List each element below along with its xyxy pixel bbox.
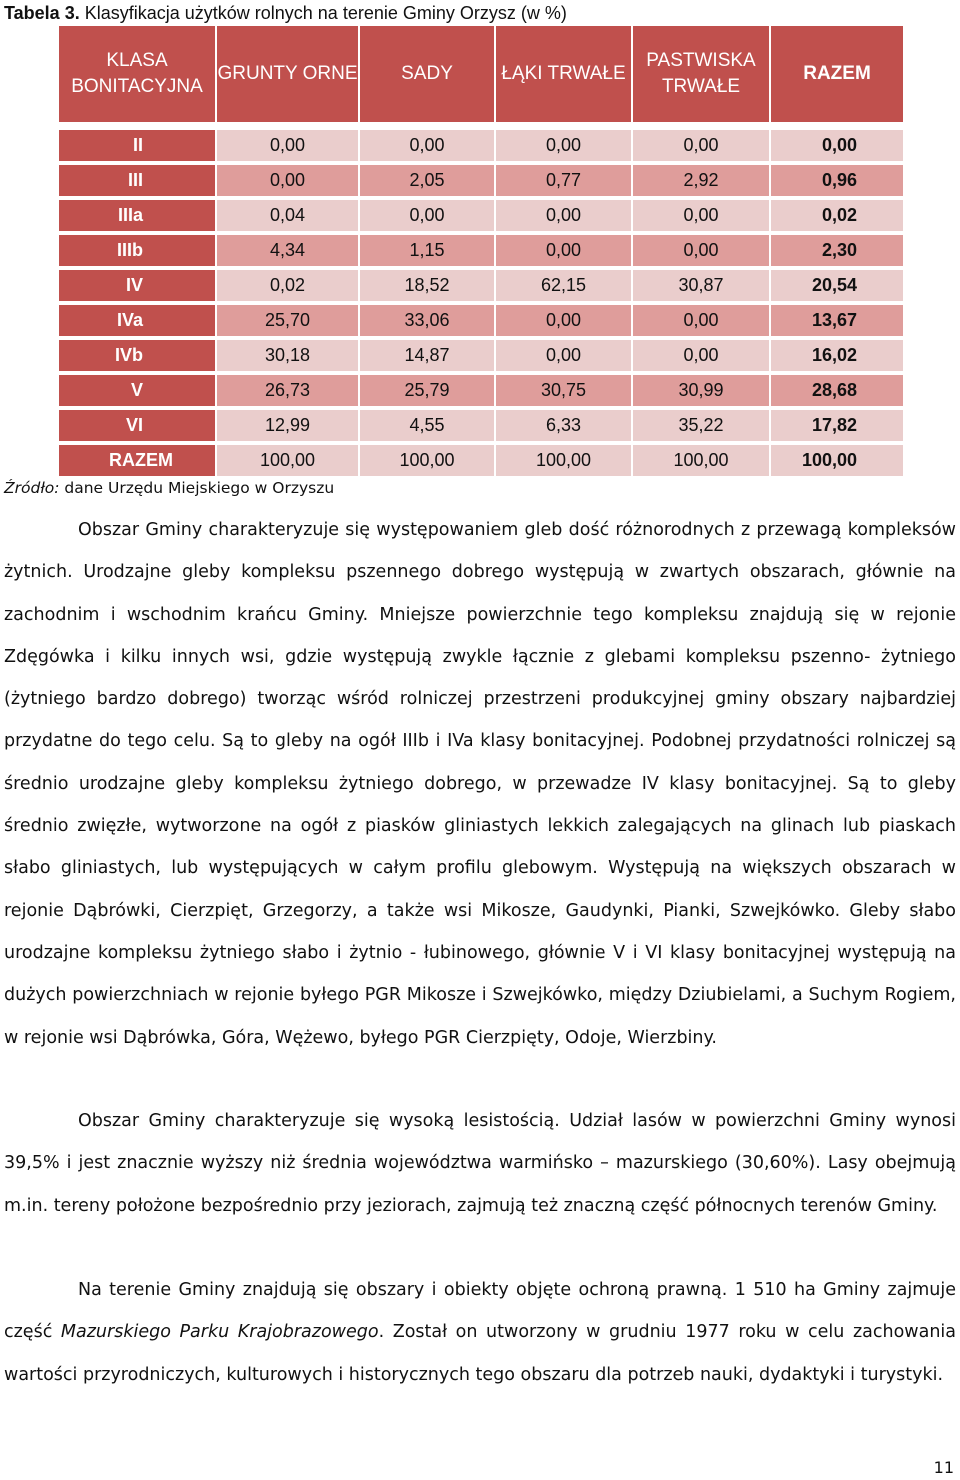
header-klasa: KLASA BONITACYJNA	[58, 25, 216, 123]
table-body	[58, 123, 904, 476]
class-label-cell: IV	[58, 268, 216, 303]
park-name: Mazurskiego Parku Krajobrazowego	[60, 1322, 379, 1343]
value-cell: 2,92	[632, 163, 770, 198]
source-note	[4, 479, 334, 497]
value-cell: 0,00	[216, 130, 359, 163]
class-label-cell: II	[58, 130, 216, 163]
class-label-cell: IIIa	[58, 198, 216, 233]
value-cell: 0,00	[495, 233, 632, 268]
value-cell: 33,06	[359, 303, 495, 338]
table-caption-text: Klasyfikacja użytków rolnych na terenie Gminy Orzysz (w %)	[79, 3, 567, 23]
table-row	[58, 338, 904, 373]
value-cell: 100,00	[632, 443, 770, 476]
razem-cell: 20,54	[770, 268, 904, 303]
table-row	[58, 303, 904, 338]
value-cell: 0,00	[495, 338, 632, 373]
value-cell: 30,87	[632, 268, 770, 303]
value-cell: 25,70	[216, 303, 359, 338]
table-row	[58, 130, 904, 163]
value-cell: 26,73	[216, 373, 359, 408]
razem-cell: 17,82	[770, 408, 904, 443]
value-cell: 0,00	[632, 198, 770, 233]
razem-cell: 16,02	[770, 338, 904, 373]
value-cell: 4,34	[216, 233, 359, 268]
table-row	[58, 233, 904, 268]
table-row	[58, 163, 904, 198]
value-cell: 0,04	[216, 198, 359, 233]
value-cell: 0,00	[495, 130, 632, 163]
table-row	[58, 373, 904, 408]
value-cell: 30,18	[216, 338, 359, 373]
source-text: dane Urzędu Miejskiego w Orzyszu	[59, 479, 335, 497]
value-cell: 0,77	[495, 163, 632, 198]
value-cell: 30,99	[632, 373, 770, 408]
paragraph-forests-text: Obszar Gminy charakteryzuje się wysoką lesistością. Udział lasów w powierzchni Gminy wynosi 39,5% i jest znacznie wyższy niż średnia województwa warmińsko – mazurskiego (30,60%). Lasy obejmują m.in. tereny położone bezpośrednio przy jeziorach, zajmują też znaczną część północnych terenów Gminy.	[4, 1111, 956, 1216]
class-label-cell: IIIb	[58, 233, 216, 268]
value-cell: 0,00	[495, 303, 632, 338]
value-cell: 2,05	[359, 163, 495, 198]
value-cell: 35,22	[632, 408, 770, 443]
header-gap	[58, 123, 904, 130]
class-label-cell: IVb	[58, 338, 216, 373]
value-cell: 100,00	[216, 443, 359, 476]
paragraph-soils-text: Obszar Gminy charakteryzuje się występowaniem gleb dość różnorodnych z przewagą kompleksów żytnich. Urodzajne gleby kompleksu pszennego dobrego występują w zwartych obszarach, głównie na zachodnim i wschodnim krańcu Gminy. Mniejsze powierzchnie tego kompleksu znajdują się w rejonie Zdęgówka i kilku innych wsi, gdzie występują zwykle łącznie z glebami kompleksu pszenno- żytniego (żytniego bardzo dobrego) tworząc wśród rolniczej przestrzeni produkcyjnej gminy obszary najbardziej przydatne do tego celu. Są to gleby na ogół IIIb i IVa klasy bonitacyjnej. Podobnej przydatności rolniczej są średnio urodzajne gleby kompleksu żytniego dobrego, w przewadze IV klasy bonitacyjnej. Są to gleby średnio zwięzłe, wytworzone na ogół z piasków gliniastych lekkich zalegających na glinach lub piaskach słabo gliniastych, lub występujących w całym profilu glebowym. Występują na większych obszarach w rejonie Dąbrówki, Cierzpięt, Grzegorzy, a także wsi Mikosze, Gaudynki, Pianki, Szwejkówko. Gleby słabo urodzajne kompleksu żytniego słabo i żytnio - łubinowego, głównie V i VI klasy bonitacyjnej występują na dużych powierzchniach w rejonie byłego PGR Mikosze i Szwejkówko, między Dziubielami, a Suchym Rogiem, w rejonie wsi Dąbrówka, Góra, Wężewo, byłego PGR Cierzpięty, Odoje, Wierzbiny.	[4, 520, 956, 1048]
razem-cell: 2,30	[770, 233, 904, 268]
paragraph-protected-areas	[4, 1269, 956, 1396]
table-caption	[4, 2, 567, 24]
value-cell: 0,02	[216, 268, 359, 303]
value-cell: 30,75	[495, 373, 632, 408]
value-cell: 6,33	[495, 408, 632, 443]
value-cell: 0,00	[632, 338, 770, 373]
class-label-cell: V	[58, 373, 216, 408]
land-classification-table	[57, 24, 905, 476]
razem-cell: 100,00	[770, 443, 904, 476]
value-cell: 0,00	[632, 233, 770, 268]
razem-cell: 0,02	[770, 198, 904, 233]
table-caption-label: Tabela 3.	[4, 3, 80, 23]
value-cell: 1,15	[359, 233, 495, 268]
table-row	[58, 268, 904, 303]
paragraph-protected-text-b: . Został on utworzony w grudniu 1977 roku w celu zachowania wartości przyrodniczych, kulturowych i historycznych tego obszaru dla potrzeb nauki, dydaktyki i turystyki.	[4, 1322, 956, 1385]
header-razem: RAZEM	[770, 25, 904, 123]
value-cell: 0,00	[632, 303, 770, 338]
class-label-cell: IVa	[58, 303, 216, 338]
value-cell: 100,00	[495, 443, 632, 476]
razem-cell: 13,67	[770, 303, 904, 338]
table-row	[58, 408, 904, 443]
header-laki: ŁĄKI TRWAŁE	[495, 25, 632, 123]
value-cell: 100,00	[359, 443, 495, 476]
table-row	[58, 198, 904, 233]
page-number: 11	[933, 1458, 954, 1477]
razem-cell: 0,00	[770, 130, 904, 163]
value-cell: 0,00	[359, 198, 495, 233]
value-cell: 0,00	[632, 130, 770, 163]
paragraph-protected-text-a: Na terenie Gminy znajdują się obszary i obiekty objęte ochroną prawną. 1 510 ha Gminy zajmuje część	[4, 1280, 956, 1343]
class-label-cell: III	[58, 163, 216, 198]
value-cell: 62,15	[495, 268, 632, 303]
table-header-row	[58, 25, 904, 123]
razem-cell: 0,96	[770, 163, 904, 198]
value-cell: 25,79	[359, 373, 495, 408]
value-cell: 0,00	[495, 198, 632, 233]
class-label-cell: VI	[58, 408, 216, 443]
source-label: Źródło:	[4, 479, 60, 497]
header-pastwiska: PASTWISKA TRWAŁE	[632, 25, 770, 123]
value-cell: 0,00	[359, 130, 495, 163]
value-cell: 0,00	[216, 163, 359, 198]
table-total-row	[58, 443, 904, 476]
value-cell: 18,52	[359, 268, 495, 303]
paragraph-soils	[4, 509, 956, 1059]
razem-cell: 28,68	[770, 373, 904, 408]
value-cell: 14,87	[359, 338, 495, 373]
header-grunty-orne: GRUNTY ORNE	[216, 25, 359, 123]
paragraph-forests	[4, 1100, 956, 1227]
header-sady: SADY	[359, 25, 495, 123]
value-cell: 12,99	[216, 408, 359, 443]
value-cell: 4,55	[359, 408, 495, 443]
class-label-cell: RAZEM	[58, 443, 216, 476]
